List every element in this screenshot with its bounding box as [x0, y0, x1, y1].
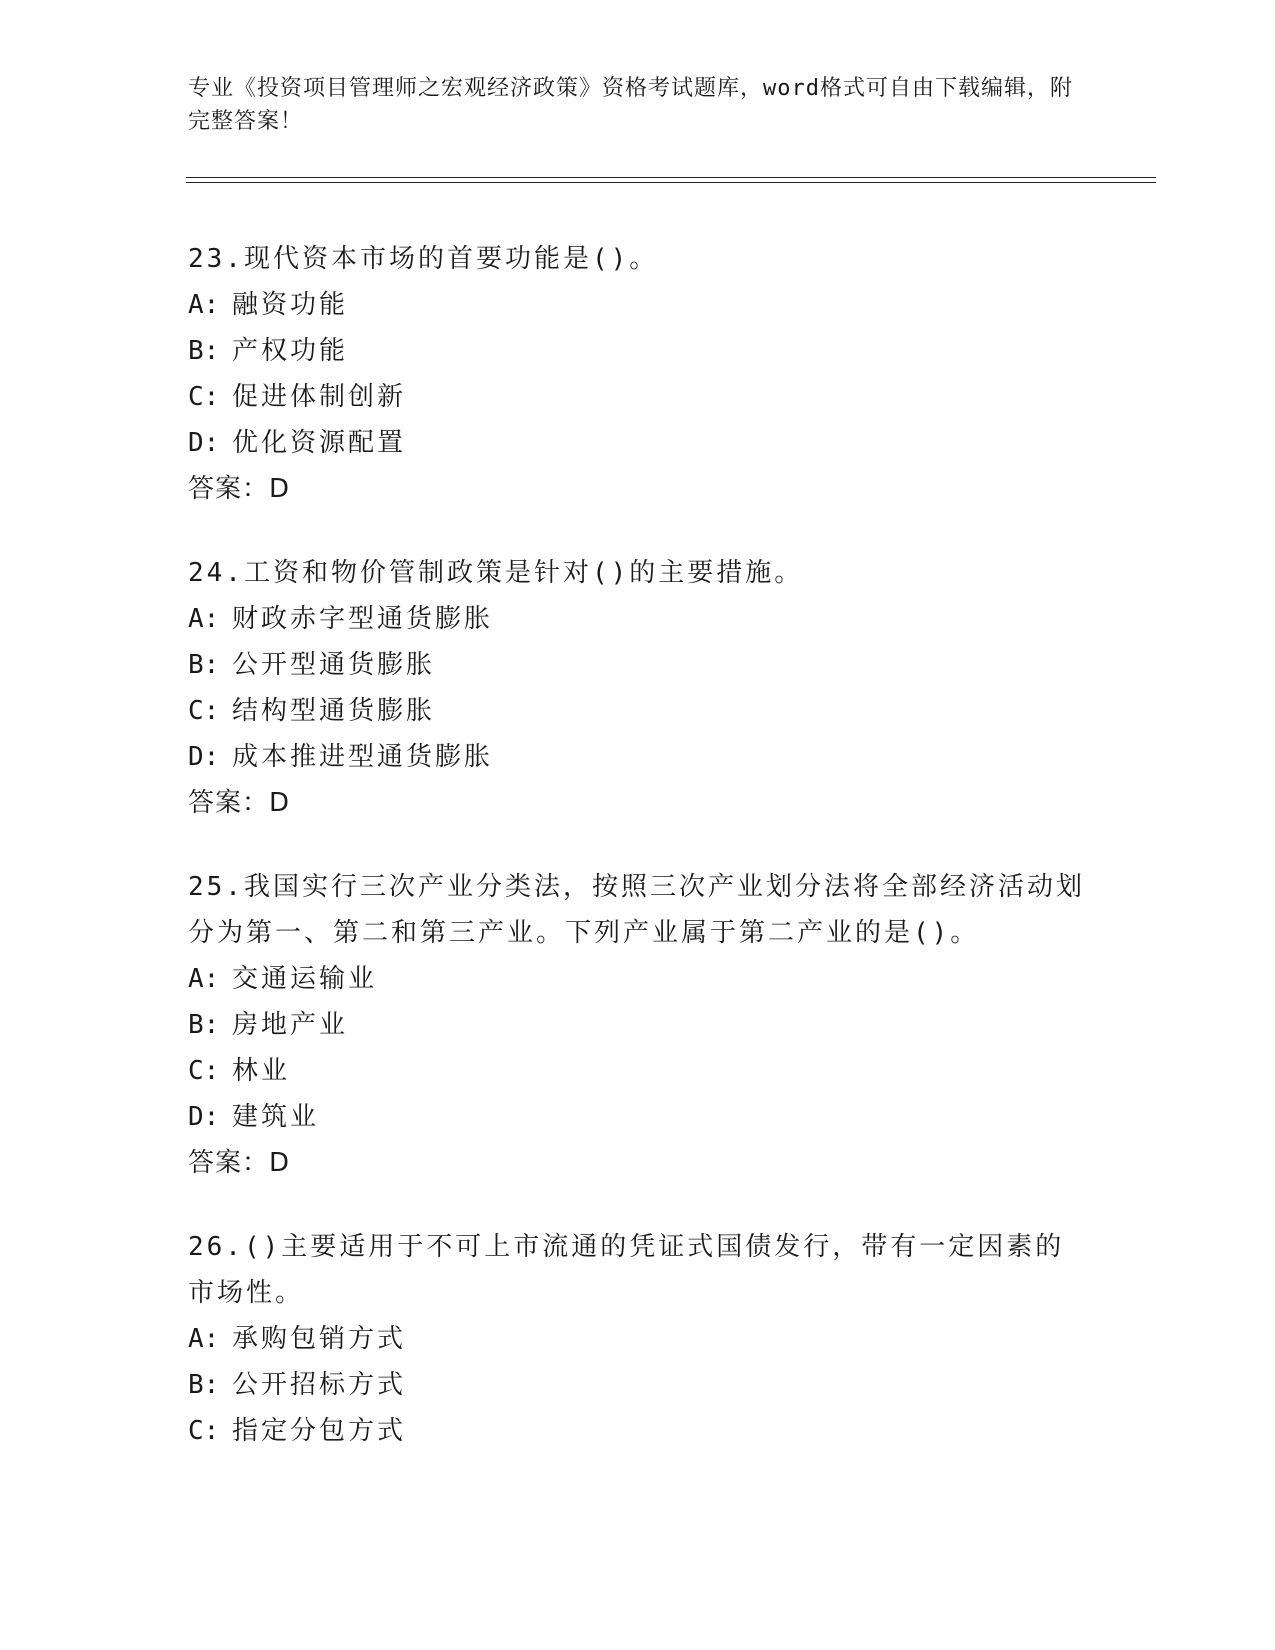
option-text: 财政赤字型通货膨胀 [232, 604, 494, 634]
option-key: B: [188, 1370, 220, 1400]
option-key: B: [188, 650, 220, 680]
option-text: 林业 [232, 1056, 291, 1086]
option-key: C: [188, 382, 220, 412]
option-d [188, 420, 1088, 466]
option-a [188, 596, 1088, 642]
option-key: D: [188, 428, 220, 458]
option-text: 产权功能 [232, 336, 349, 366]
option-b [188, 1002, 1088, 1048]
option-text: 承购包销方式 [232, 1324, 407, 1354]
option-b [188, 1362, 1088, 1408]
option-d [188, 734, 1088, 780]
question-23 [188, 236, 1088, 512]
option-text: 交通运输业 [232, 964, 378, 994]
option-c [188, 688, 1088, 734]
option-text: 融资功能 [232, 290, 349, 320]
question-24 [188, 550, 1088, 826]
option-text: 促进体制创新 [232, 382, 407, 412]
option-key: C: [188, 1416, 220, 1446]
answer-line: 答案：D [188, 474, 291, 504]
option-key: A: [188, 964, 220, 994]
option-b [188, 642, 1088, 688]
option-text: 房地产业 [232, 1010, 349, 1040]
option-key: D: [188, 1102, 220, 1132]
option-d [188, 1094, 1088, 1140]
option-key: B: [188, 1010, 220, 1040]
option-text: 建筑业 [232, 1102, 320, 1132]
question-26 [188, 1224, 1088, 1454]
question-list [188, 236, 1088, 1492]
header-rule-top [186, 177, 1156, 178]
option-key: A: [188, 290, 220, 320]
option-c [188, 374, 1088, 420]
question-stem: 23.现代资本市场的首要功能是()。 [188, 244, 659, 274]
question-stem: 26.()主要适用于不可上市流通的凭证式国债发行，带有一定因素的市场性。 [188, 1232, 1065, 1308]
question-stem: 24.工资和物价管制政策是针对()的主要措施。 [188, 558, 804, 588]
option-key: C: [188, 1056, 220, 1086]
question-stem: 25.我国实行三次产业分类法，按照三次产业划分法将全部经济活动划分为第一、第二和第三产业。下列产业属于第二产业的是()。 [188, 872, 1085, 948]
option-b [188, 328, 1088, 374]
option-text: 优化资源配置 [232, 428, 407, 458]
option-key: D: [188, 742, 220, 772]
header-rule-bottom [186, 182, 1156, 183]
option-text: 公开型通货膨胀 [232, 650, 436, 680]
option-c [188, 1408, 1088, 1454]
option-key: B: [188, 336, 220, 366]
option-key: A: [188, 604, 220, 634]
question-25 [188, 864, 1088, 1186]
option-text: 指定分包方式 [232, 1416, 407, 1446]
option-a [188, 1316, 1088, 1362]
option-text: 成本推进型通货膨胀 [232, 742, 494, 772]
option-key: A: [188, 1324, 220, 1354]
answer-line: 答案：D [188, 788, 291, 818]
option-a [188, 956, 1088, 1002]
option-text: 公开招标方式 [232, 1370, 407, 1400]
document-header: 专业《投资项目管理师之宏观经济政策》资格考试题库，word格式可自由下载编辑，附完整答案！ [188, 76, 1073, 134]
option-key: C: [188, 696, 220, 726]
option-a [188, 282, 1088, 328]
option-c [188, 1048, 1088, 1094]
option-text: 结构型通货膨胀 [232, 696, 436, 726]
answer-line: 答案：D [188, 1148, 291, 1178]
